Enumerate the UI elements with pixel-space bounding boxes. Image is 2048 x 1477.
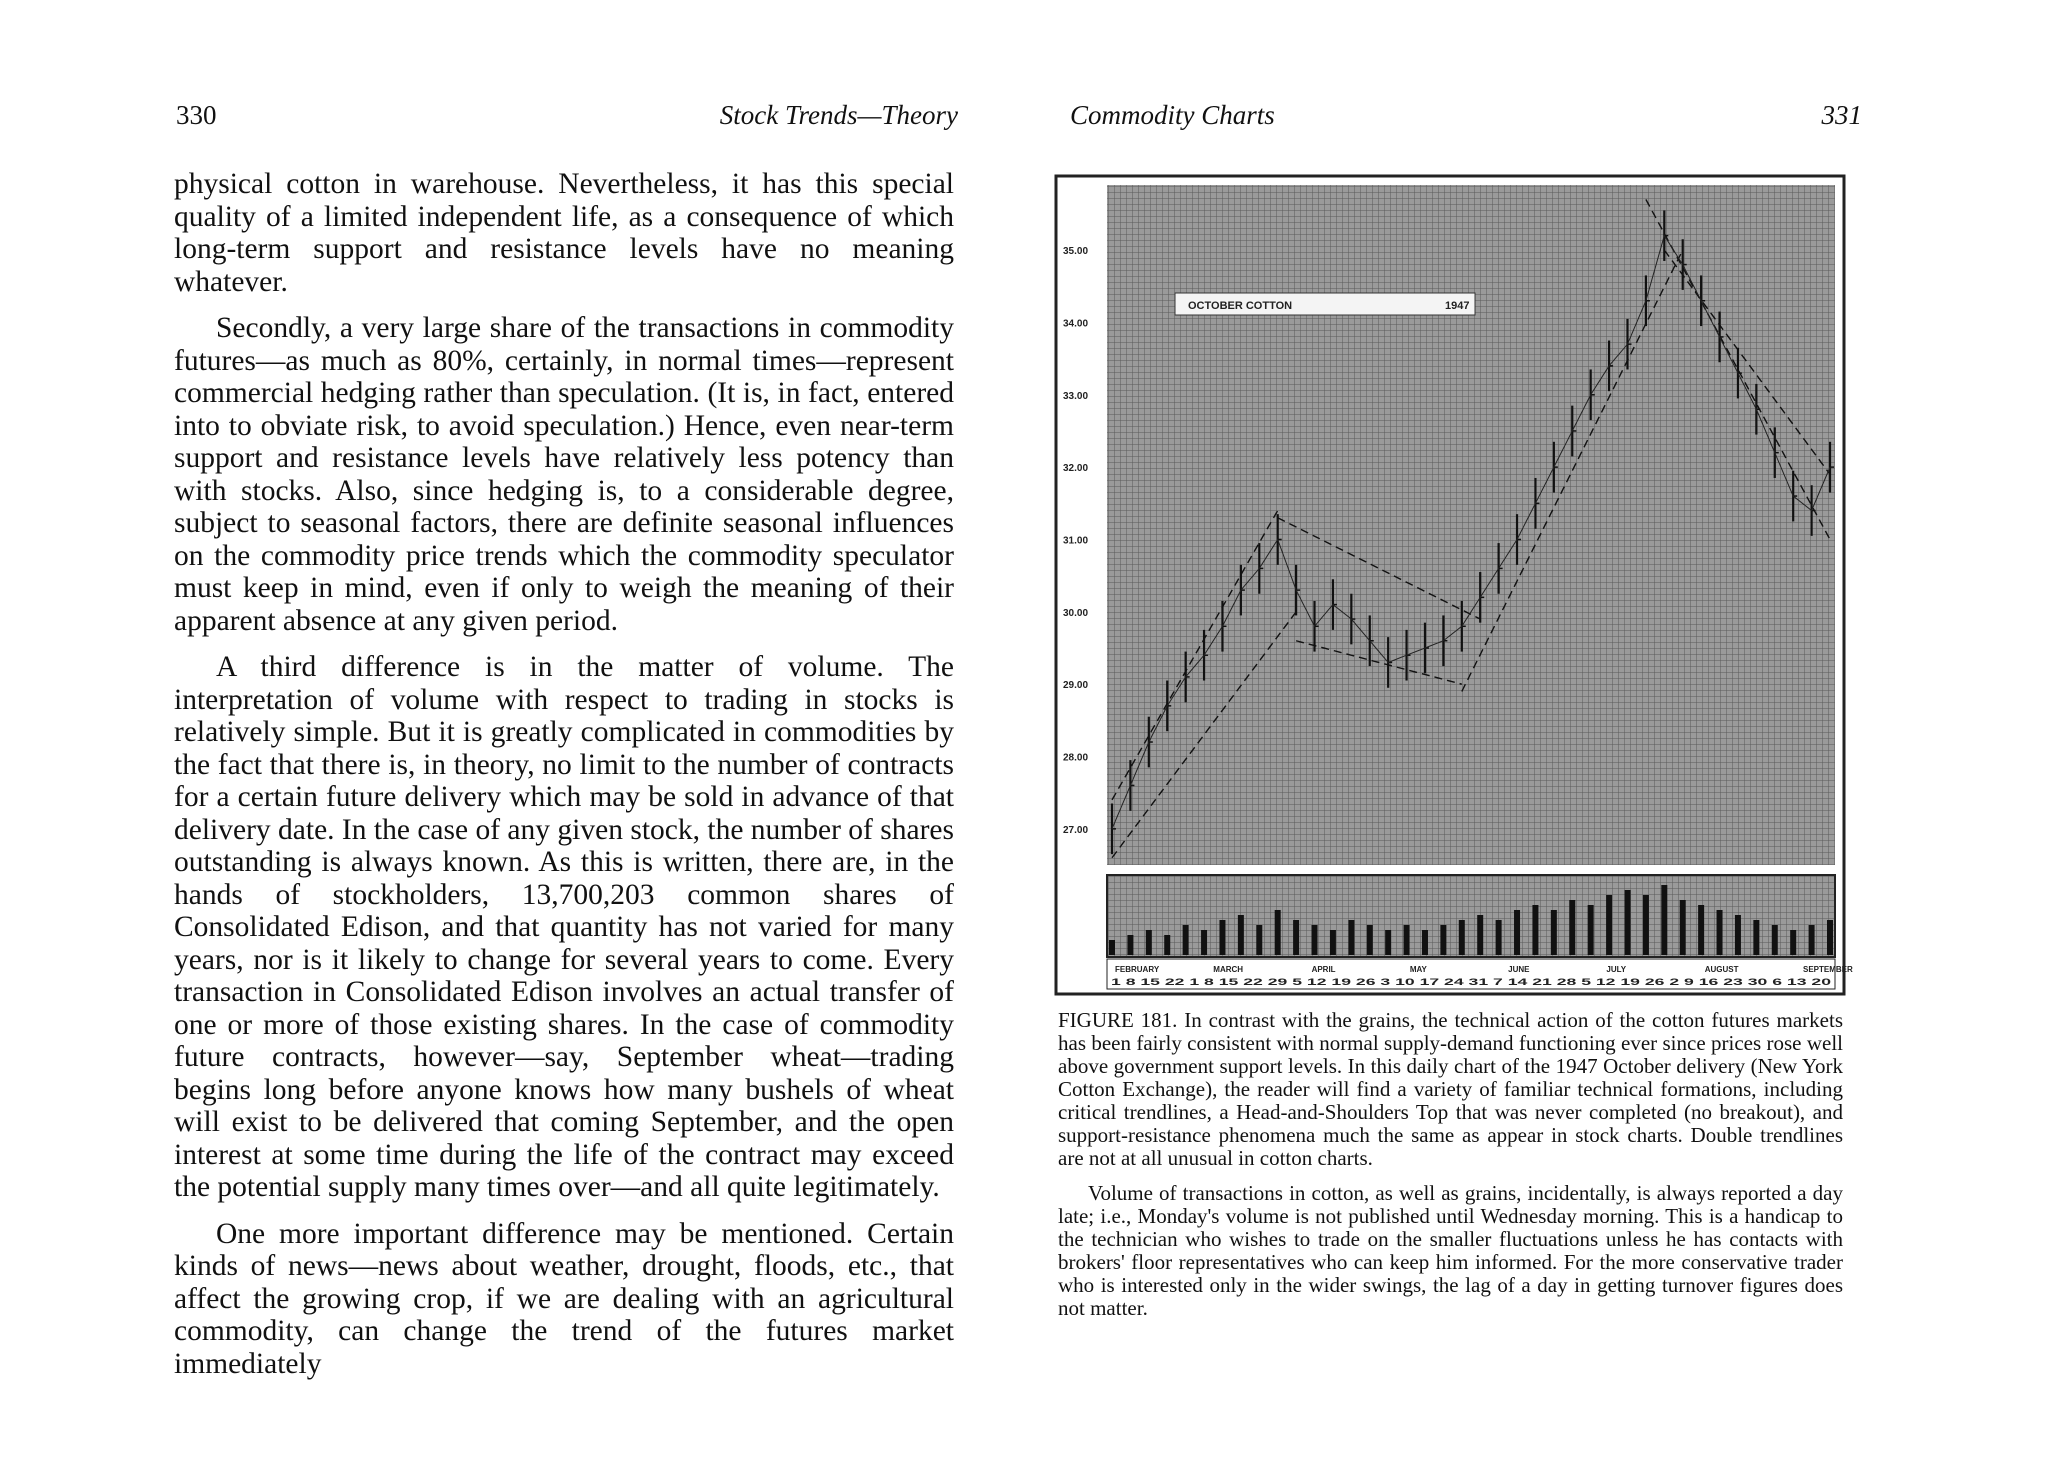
volume-bar: [1827, 920, 1833, 955]
volume-bar: [1514, 910, 1520, 955]
volume-bar: [1680, 900, 1686, 955]
volume-bar: [1312, 925, 1318, 955]
left-body-text: [174, 168, 954, 1394]
chart-svg: [1055, 175, 1853, 995]
volume-bar: [1275, 910, 1281, 955]
volume-bar: [1183, 925, 1189, 955]
price-panel: [1107, 185, 1835, 865]
volume-bar: [1624, 890, 1630, 955]
paragraph-4: One more important difference may be mentioned. Certain kinds of news—news about weather, drought, floods, etc., that affect the growing crop, if we are dealing with an agricultural commodity, can change the trend of the futures market immediately: [174, 1217, 954, 1380]
volume-bar: [1127, 935, 1133, 955]
volume-bar: [1569, 900, 1575, 955]
volume-bar: [1809, 925, 1815, 955]
volume-bar: [1588, 905, 1594, 955]
y-tick-label: 28.00: [1063, 752, 1089, 764]
volume-bar: [1551, 910, 1557, 955]
chart-year: 1947: [1445, 300, 1470, 312]
month-label: FEBRUARY: [1115, 965, 1160, 974]
volume-bar: [1772, 925, 1778, 955]
volume-bar: [1735, 915, 1741, 955]
paragraph-2: Secondly, a very large share of the transactions in commodity futures—as much as 80%, certainly, in normal times—represent commercial hedging rather than speculation. (It is, in fact, entered into to obviate risk, to avoid speculation.) Hence, even near-term support and resistance levels have relatively less potency than with stocks. Also, since hedging is, to a considerable degree, subject to seasonal factors, there are definite seasonal influences on the commodity price trends which the commodity speculator must keep in mind, even if only to weigh the meaning of their apparent absence at any given period.: [174, 312, 954, 637]
date-labels: 1 8 15 22 1 8 15 22 29 5 12 19 26 3 10 17 24 31 7 14 21 28 5 12 19 26 2 9 16 23 30 6 13 20: [1111, 977, 1831, 987]
y-tick-label: 29.00: [1063, 680, 1089, 692]
volume-bar: [1477, 915, 1483, 955]
volume-bar: [1643, 895, 1649, 955]
volume-bar: [1661, 885, 1667, 955]
y-tick-label: 27.00: [1063, 824, 1089, 836]
page-number-right: 331: [1821, 100, 1862, 130]
month-label: APRIL: [1311, 965, 1336, 974]
chart-label: OCTOBER COTTON: [1188, 300, 1293, 312]
paragraph-3: A third difference is in the matter of volume. The interpretation of volume with respect to trading in stocks is relatively simple. But it is greatly complicated in commodities by the fact that there is, in theory, no limit to the number of contracts for a certain future delivery which may be sold in advance of that delivery date. In the case of any given stock, the number of shares outstanding is always known. As this is written, there are, in the hands of stockholders, 13,700,203 common shares of Consolidated Edison, and that quantity has not varied for many years, nor is it likely to change for several years to come. Every transaction in Consolidated Edison involves an actual transfer of one or more of those existing shares. In the case of commodity future contracts, however—say, September wheat—trading begins long before anyone knows how many bushels of wheat will exist to be delivered that coming September, and the open interest at some time during the life of the contract may exceed the potential supply many times over—and all quite legitimately.: [174, 651, 954, 1203]
volume-bar: [1330, 930, 1336, 955]
volume-bar: [1404, 925, 1410, 955]
month-label: SEPTEMBER: [1803, 965, 1853, 974]
y-tick-label: 31.00: [1063, 535, 1089, 547]
volume-bar: [1532, 905, 1538, 955]
cotton-chart: [1055, 175, 1853, 995]
volume-bar: [1698, 905, 1704, 955]
volume-bar: [1109, 940, 1115, 955]
figure-caption-block: [1058, 1009, 1843, 1332]
volume-bar: [1422, 930, 1428, 955]
volume-bar: [1606, 895, 1612, 955]
y-tick-label: 32.00: [1063, 463, 1089, 475]
volume-bar: [1256, 925, 1262, 955]
page-number-left: 330: [176, 100, 217, 130]
month-label: MAY: [1409, 965, 1427, 974]
right-paragraph: Volume of transactions in cotton, as well as grains, incidentally, is always reported a day late; i.e., Monday's volume is not published until Wednesday morning. This is a handicap to the technician who wishes to trade on the smaller fluctuations unless he has contacts with brokers' floor representatives who can keep him informed. For the more conservative trader who is interested only in the wider swings, the lag of a day in getting turnover figures does not matter.: [1058, 1181, 1843, 1320]
running-title-left: Stock Trends—Theory: [719, 100, 958, 130]
volume-bar: [1164, 935, 1170, 955]
running-title-right: Commodity Charts: [1070, 100, 1275, 130]
volume-bar: [1348, 920, 1354, 955]
month-label: AUGUST: [1704, 965, 1739, 974]
volume-bar: [1385, 930, 1391, 955]
figure-caption: FIGURE 181. In contrast with the grains, the technical action of the cotton futures markets has been fairly consistent with normal supply-demand functioning ever since prices rose well above government support levels. In this daily chart of the 1947 October delivery (New York Cotton Exchange), the reader will find a variety of familiar technical formations, including critical trendlines, a Head-and-Shoulders Top that was never completed (no breakout), and support-resistance phenomena much the same as appear in stock charts. Double trendlines are not at all unusual in cotton charts.: [1058, 1008, 1843, 1170]
y-tick-label: 30.00: [1063, 607, 1089, 619]
volume-bar: [1790, 930, 1796, 955]
month-label: JUNE: [1508, 965, 1530, 974]
volume-bar: [1201, 930, 1207, 955]
volume-bar: [1496, 920, 1502, 955]
month-label: MARCH: [1213, 965, 1244, 974]
y-tick-label: 35.00: [1063, 246, 1089, 258]
y-tick-label: 34.00: [1063, 318, 1089, 330]
paragraph-1: physical cotton in warehouse. Nevertheless, it has this special quality of a limited independent life, as a consequence of which long-term support and resistance levels have no meaning whatever.: [174, 168, 954, 298]
volume-bar: [1219, 920, 1225, 955]
volume-bar: [1238, 915, 1244, 955]
volume-bar: [1146, 930, 1152, 955]
volume-bar: [1367, 925, 1373, 955]
volume-panel: [1107, 875, 1835, 957]
volume-bar: [1293, 920, 1299, 955]
month-label: JULY: [1606, 965, 1627, 974]
volume-bar: [1753, 920, 1759, 955]
chart-label-box: [1175, 293, 1475, 315]
volume-bar: [1440, 925, 1446, 955]
volume-bar: [1717, 910, 1723, 955]
y-tick-label: 33.00: [1063, 390, 1089, 402]
volume-bar: [1459, 920, 1465, 955]
